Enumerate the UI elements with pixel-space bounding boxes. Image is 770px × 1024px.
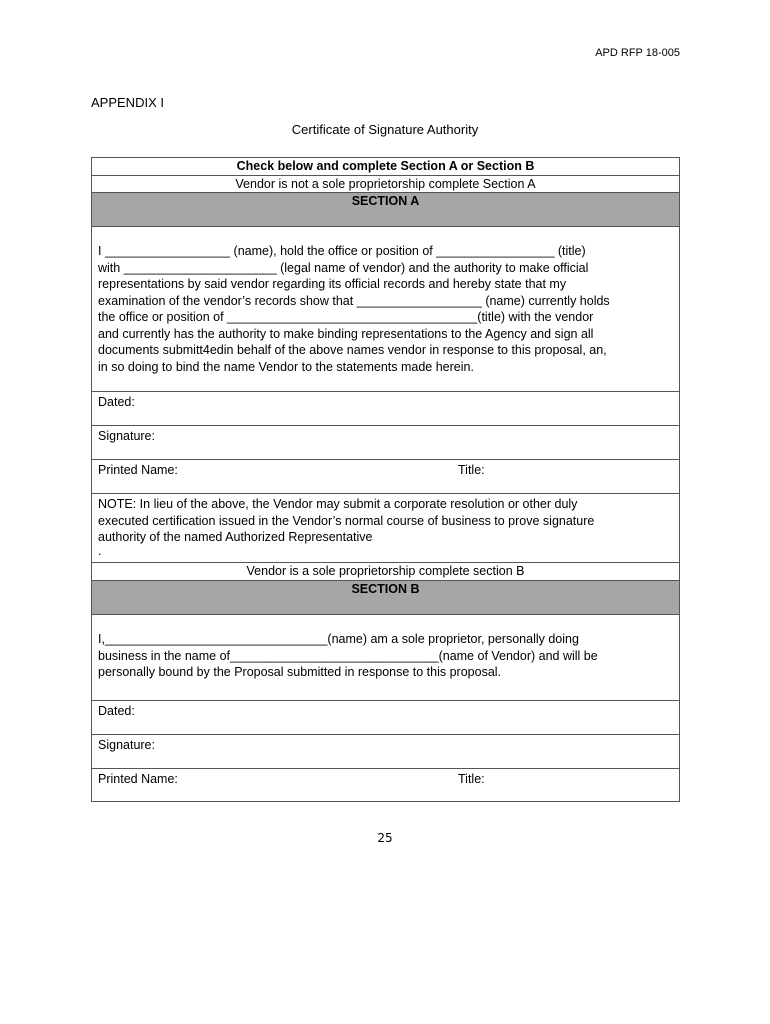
note-line: authority of the named Authorized Representative	[98, 530, 373, 544]
paragraph-line: the office or position of ____________________________________(title) with the vendor	[98, 310, 594, 324]
dated-label: Dated:	[98, 395, 135, 409]
note-line: .	[98, 543, 102, 558]
printed-name-label: Printed Name:	[98, 772, 178, 786]
title-label: Title:	[458, 772, 485, 786]
section-b-name-title-row[interactable]	[92, 769, 680, 802]
signature-authority-form	[91, 157, 680, 802]
form-instruction: Check below and complete Section A or Section B	[92, 158, 680, 176]
paragraph-line: and currently has the authority to make binding representations to the Agency and sign all	[98, 326, 594, 341]
appendix-label: APPENDIX I	[91, 95, 164, 110]
paragraph-line: examination of the vendor’s records show that __________________ (name) currently holds	[98, 293, 610, 308]
paragraph-line: business in the name of______________________________(name of Vendor) and will be	[98, 648, 598, 663]
section-b-signature-field[interactable]	[92, 735, 680, 769]
section-b-paragraph	[92, 615, 680, 701]
certificate-title: Certificate of Signature Authority	[291, 122, 479, 137]
paragraph-line: I,________________________________(name) am a sole proprietor, personally doing	[98, 632, 579, 646]
section-a-name-title-row[interactable]	[92, 460, 680, 494]
paragraph-line: in so doing to bind the name Vendor to the statements made herein.	[98, 359, 474, 374]
signature-label: Signature:	[98, 429, 155, 443]
paragraph-line: documents submitt4edin behalf of the above names vendor in response to this proposal, an,	[98, 343, 607, 357]
paragraph-line: with ______________________ (legal name of vendor) and the authority to make official	[98, 260, 589, 275]
section-a-signature-field[interactable]	[92, 426, 680, 460]
section-b-condition: Vendor is a sole proprietorship complete section B	[92, 563, 680, 581]
paragraph-line: personally bound by the Proposal submitted in response to this proposal.	[98, 665, 502, 679]
rfp-reference: APD RFP 18-005	[595, 47, 680, 59]
signature-label: Signature:	[98, 738, 155, 752]
printed-name-label: Printed Name:	[98, 463, 178, 477]
section-a-dated-field[interactable]	[92, 392, 680, 426]
title-label: Title:	[458, 463, 485, 477]
section-a-paragraph	[92, 227, 680, 392]
page-number: 25	[377, 831, 393, 845]
section-a-note	[92, 494, 680, 563]
note-line: executed certification issued in the Vendor’s normal course of business to prove signature	[98, 513, 595, 528]
section-a-heading: SECTION A	[92, 193, 680, 227]
note-line: NOTE: In lieu of the above, the Vendor may submit a corporate resolution or other duly	[98, 497, 578, 511]
section-b-dated-field[interactable]	[92, 701, 680, 735]
section-a-condition: Vendor is not a sole proprietorship complete Section A	[92, 175, 680, 193]
paragraph-line: I __________________ (name), hold the office or position of _________________ (title)	[98, 244, 586, 258]
dated-label: Dated:	[98, 704, 135, 718]
paragraph-line: representations by said vendor regarding its official records and hereby state that my	[98, 277, 567, 291]
section-b-heading: SECTION B	[92, 581, 680, 615]
